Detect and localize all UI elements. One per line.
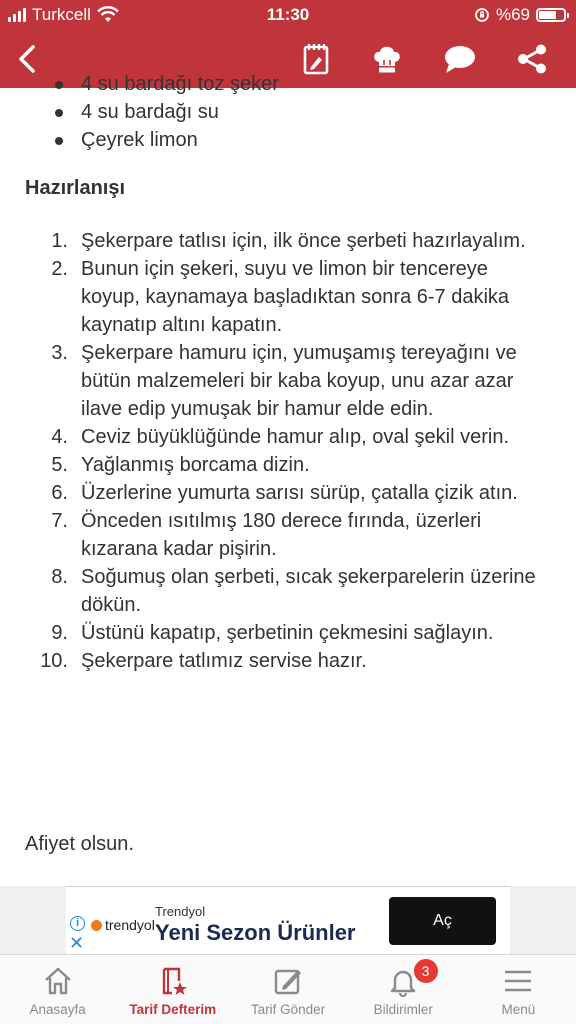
step-number: 2. [51, 258, 68, 280]
ingredient-item: 4 su bardağı su [40, 98, 279, 126]
recipe-content [0, 73, 576, 886]
orientation-lock-icon [474, 7, 490, 23]
chef-hat-icon[interactable] [370, 42, 404, 76]
tab-label: Tarif Defterim [129, 1002, 217, 1017]
step-text: Yağlanmış borcama dizin. [81, 454, 310, 476]
ad-brand-logo [91, 917, 155, 933]
step-list [40, 227, 550, 675]
ad-banner[interactable] [66, 886, 510, 954]
step-item [40, 227, 550, 255]
step-text: Soğumuş olan şerbeti, sıcak şekerparelerin üzerine dökün. [81, 566, 536, 616]
status-time: 11:30 [266, 5, 310, 24]
step-text: Üzerlerine yumurta sarısı sürüp, çatalla çizik atın. [81, 482, 518, 504]
home-icon [42, 965, 74, 997]
step-item [40, 451, 550, 479]
tab-label: Bildirimler [373, 1002, 433, 1017]
step-text: Ceviz büyüklüğünde hamur alıp, oval şekil verin. [81, 426, 509, 448]
tab-label: Menü [501, 1002, 536, 1017]
tab-anasayfa[interactable] [0, 955, 115, 1024]
step-number: 3. [51, 342, 68, 364]
send-recipe-icon [272, 965, 304, 997]
notification-badge: 3 [414, 959, 438, 983]
battery-percent: %69 [495, 5, 530, 24]
ingredient-item: 4 su bardağı toz şeker [40, 70, 279, 98]
step-text: Şekerpare tatlısı için, ilk önce şerbeti hazırlayalım. [81, 230, 526, 252]
step-item [40, 563, 550, 619]
step-item [40, 647, 550, 675]
ingredient-item: Çeyrek limon [40, 126, 279, 154]
tab-menu[interactable] [461, 955, 576, 1024]
ad-open-button[interactable]: Aç [389, 897, 496, 945]
step-number: 8. [51, 566, 68, 588]
tab-bar [0, 954, 576, 1024]
step-item [40, 507, 550, 563]
brand-dot-icon [91, 920, 102, 931]
recipe-notebook-icon[interactable] [299, 42, 333, 76]
step-text: Önceden ısıtılmış 180 derece fırında, üzerleri kızarana kadar pişirin. [81, 510, 482, 560]
comment-icon[interactable] [443, 42, 477, 76]
share-icon[interactable] [515, 42, 549, 76]
ad-area [0, 886, 576, 954]
status-right [474, 5, 566, 25]
step-text: Bunun için şekeri, suyu ve limon bir tencereye koyup, kaynamaya başladıktan sonra 6-7 dakika kaynatıp altını kapatın. [81, 258, 510, 336]
ingredient-list [40, 70, 279, 154]
ad-close-icon[interactable]: ✕ [69, 933, 85, 953]
step-number: 10. [40, 650, 68, 672]
battery-level [539, 11, 556, 19]
closing-text: Afiyet olsun. [25, 833, 134, 855]
recipe-book-icon [157, 965, 189, 997]
ad-headline: Yeni Sezon Ürünler [155, 920, 356, 945]
step-text: Şekerpare tatlımız servise hazır. [81, 650, 367, 672]
preparation-heading: Hazırlanışı [25, 177, 126, 199]
step-number: 4. [51, 426, 68, 448]
step-number: 9. [51, 622, 68, 644]
step-item [40, 423, 550, 451]
step-item [40, 339, 550, 423]
step-number: 1. [51, 230, 68, 252]
ad-info-icon[interactable]: i [70, 916, 85, 931]
status-bar [0, 0, 576, 30]
step-text: Şekerpare hamuru için, yumuşamış tereyağını ve bütün malzemeleri bir kaba koyup, unu azar azar ilave edip yumuşak bir hamur elde edin. [81, 342, 517, 420]
ad-advertiser: Trendyol [155, 904, 206, 919]
step-item [40, 619, 550, 647]
step-text: Üstünü kapatıp, şerbetinin çekmesini sağlayın. [81, 622, 494, 644]
tab-label: Anasayfa [29, 1002, 86, 1017]
carrier-name: Turkcell [32, 5, 91, 24]
tab-bildirimler[interactable] [346, 955, 461, 1024]
hamburger-menu-icon [502, 965, 534, 997]
step-item [40, 479, 550, 507]
step-number: 5. [51, 454, 68, 476]
step-number: 6. [51, 482, 68, 504]
ad-brand-text: trendyol [105, 917, 155, 933]
tab-tarif-gonder[interactable] [230, 955, 345, 1024]
step-number: 7. [51, 510, 68, 532]
tab-tarif-defterim[interactable] [115, 955, 230, 1024]
tab-label: Tarif Gönder [250, 1002, 326, 1017]
step-item [40, 255, 550, 339]
battery-icon [536, 8, 566, 22]
